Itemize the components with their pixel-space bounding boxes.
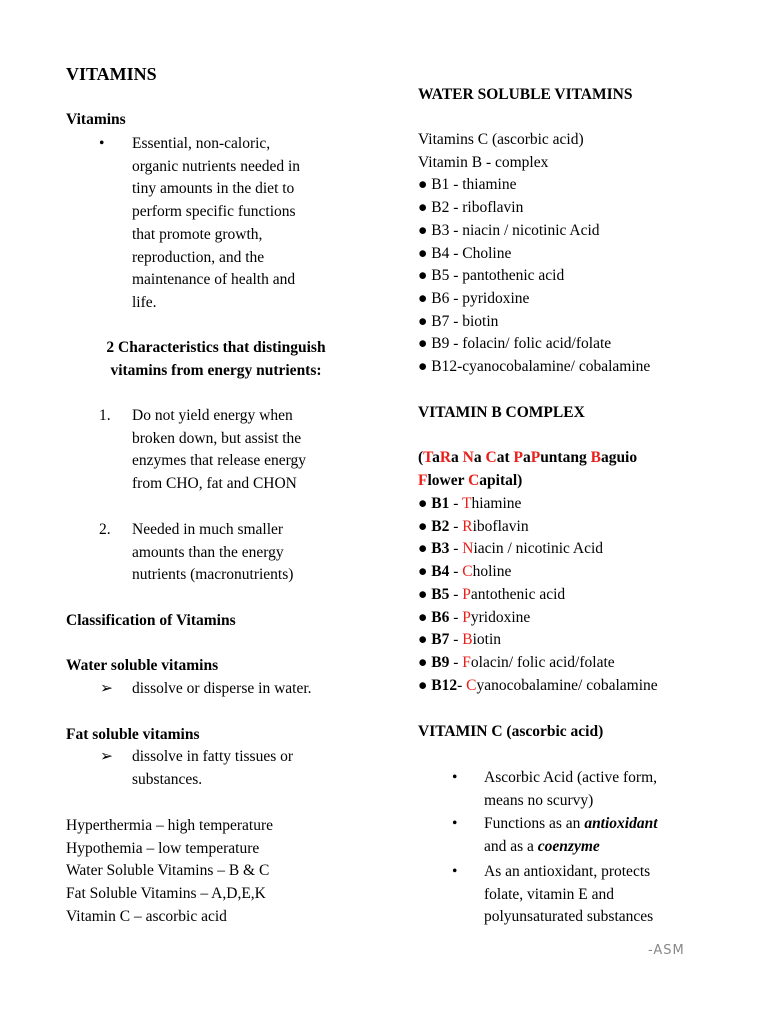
vitamins-heading: Vitamins (66, 111, 126, 128)
fat-soluble-heading: Fat soluble vitamins (66, 726, 200, 743)
bullet-dot-icon: ● (418, 653, 432, 671)
mnemonic-fragment: C (468, 471, 480, 489)
bullet-dot-icon: ● (418, 631, 432, 649)
list-item: As an antioxidant, protects folate, vitamin E and polyunsaturated substances (484, 863, 654, 926)
mnemonic-line-2 (418, 470, 748, 493)
summary-lines: Hyperthermia – high temperature Hypothemia – low temperature Water Soluble Vitamins – B & C Fat Soluble Vitamins – A,D,E,K Vitamin C – ascorbic acid (66, 817, 274, 925)
bullet-dot-icon: • (452, 769, 458, 786)
vitamin-code: B1 (431, 495, 450, 512)
bullet-dot-icon: ● (418, 608, 432, 626)
mnemonic-fragment: a (432, 449, 440, 466)
list-item (418, 516, 748, 539)
mnemonic-letter: B (462, 631, 473, 649)
mnemonic-letter: P (462, 608, 471, 626)
list-item: Needed in much smaller amounts than the energy nutrients (macronutrients) (132, 521, 294, 584)
list-item (418, 607, 748, 630)
mnemonic-fragment: F (418, 471, 428, 489)
vitamin-name: yanocobalamine/ cobalamine (476, 676, 658, 694)
mnemonic-letter: T (461, 495, 472, 512)
vitamin-code: B5 (431, 585, 450, 603)
vitamin-name: olacin/ folic acid/folate (470, 653, 615, 671)
mnemonic-fragment: R (439, 449, 452, 466)
vitamin-name: yridoxine (470, 608, 531, 626)
vitamin-name: iotin (472, 631, 502, 649)
mnemonic-line-1 (418, 447, 748, 470)
list-item: Ascorbic Acid (active form, means no scurvy) (484, 769, 658, 809)
bullet-dot-icon: ● (418, 676, 432, 694)
list-item (418, 652, 748, 675)
mnemonic-fragment: untang (540, 449, 591, 466)
mnemonic-fragment: T (423, 449, 433, 466)
bullet-dot-icon: ● (418, 563, 432, 581)
b-complex-list (418, 493, 748, 697)
mnemonic-fragment: a (522, 449, 531, 466)
vitamin-code: B7 (431, 631, 450, 649)
mnemonic-letter: F (462, 653, 471, 671)
separator: - (449, 585, 463, 603)
bullet-dot-icon: ● (418, 540, 432, 558)
mnemonic (418, 447, 748, 492)
bullet-dot-icon: • (99, 135, 105, 152)
vitamin-name: antothenic acid (470, 585, 566, 603)
bullet-dot-icon: • (452, 815, 458, 832)
mnemonic-fragment: at (496, 449, 514, 466)
mnemonic-fragment: aguio (600, 449, 638, 466)
arrow-bullet-icon: ➢ (100, 748, 113, 765)
bullet-dot-icon: • (452, 863, 458, 880)
water-soluble-desc: dissolve or disperse in water. (132, 680, 312, 697)
vitamin-name: hiamine (471, 495, 522, 512)
fat-soluble-desc: dissolve in fatty tissues or substances. (132, 748, 294, 788)
vitamin-name: holine (472, 563, 512, 581)
separator: - (449, 653, 463, 671)
mnemonic-fragment: a (473, 449, 486, 466)
separator: - (449, 563, 463, 581)
vitamins-definition: Essential, non-caloric, organic nutrients needed in tiny amounts in the diet to perform specific functions that promote growth, reproduction, and the maintenance of health and life. (132, 135, 301, 311)
mnemonic-fragment: P (513, 449, 523, 466)
list-item (418, 538, 748, 561)
vitamin-c-title: VITAMIN C (ascorbic acid) (418, 723, 604, 740)
mnemonic-letter: N (462, 540, 474, 558)
vitamin-code: B3 (431, 540, 450, 558)
separator: - (449, 517, 463, 535)
separator: - (449, 540, 463, 558)
vitamin-name: iboflavin (472, 517, 529, 535)
mnemonic-letter: R (462, 517, 473, 535)
characteristics-heading: 2 Characteristics that distinguish vitamins from energy nutrients: (106, 339, 326, 379)
mnemonic-fragment: a (451, 449, 463, 466)
separator: - (449, 608, 463, 626)
mnemonic-fragment: B (590, 449, 601, 466)
mnemonic-fragment: ( (418, 449, 424, 466)
bullet-dot-icon: ● (418, 495, 432, 512)
list-item (418, 584, 748, 607)
list-item: Do not yield energy when broken down, but assist the enzymes that release energy from CHO, fat and CHON (132, 407, 307, 493)
list-number: 2. (99, 521, 111, 538)
vitamin-code: B6 (431, 608, 450, 626)
mnemonic-fragment: apital) (479, 471, 523, 489)
mnemonic-fragment: C (485, 449, 497, 466)
author-signature: -ASM (648, 943, 685, 958)
classification-heading: Classification of Vitamins (66, 612, 236, 629)
bullet-dot-icon: ● (418, 585, 432, 603)
list-number: 1. (99, 407, 111, 424)
mnemonic-letter: C (466, 676, 477, 694)
list-item (418, 493, 748, 516)
mnemonic-fragment: N (462, 449, 474, 466)
list-item (418, 561, 748, 584)
list-item: Functions as an antioxidant and as a coenzyme (484, 815, 658, 855)
vitamin-code: B9 (431, 653, 450, 671)
list-item (418, 675, 748, 698)
separator: - (457, 676, 467, 694)
mnemonic-fragment: P (530, 449, 541, 466)
water-soluble-list: Vitamins C (ascorbic acid) Vitamin B - complex ● B1 - thiamine ● B2 - riboflavin ● B3 - niacin / nicotinic Acid ● B4 - Choline ● B5 - pantothenic acid ● B6 - pyridoxine ● B7 - biotin ● B9 - folacin/ folic acid/folate ● B12-cyanocobalamine/ cobalamine (418, 131, 651, 376)
water-soluble-heading: Water soluble vitamins (66, 657, 219, 674)
mnemonic-letter: C (462, 563, 473, 581)
vitamin-code: B4 (431, 563, 450, 581)
separator: - (449, 495, 462, 512)
vitamin-code: B12 (431, 676, 458, 694)
page-title: VITAMINS (66, 64, 157, 84)
separator: - (449, 631, 463, 649)
bullet-dot-icon: ● (418, 517, 432, 535)
list-item (418, 629, 748, 652)
b-complex-title: VITAMIN B COMPLEX (418, 404, 585, 421)
mnemonic-fragment: lower (427, 471, 469, 489)
water-soluble-title: WATER SOLUBLE VITAMINS (418, 86, 633, 103)
vitamin-name: iacin / nicotinic Acid (473, 540, 604, 558)
arrow-bullet-icon: ➢ (100, 680, 113, 697)
vitamin-code: B2 (431, 517, 450, 535)
mnemonic-letter: P (462, 585, 471, 603)
